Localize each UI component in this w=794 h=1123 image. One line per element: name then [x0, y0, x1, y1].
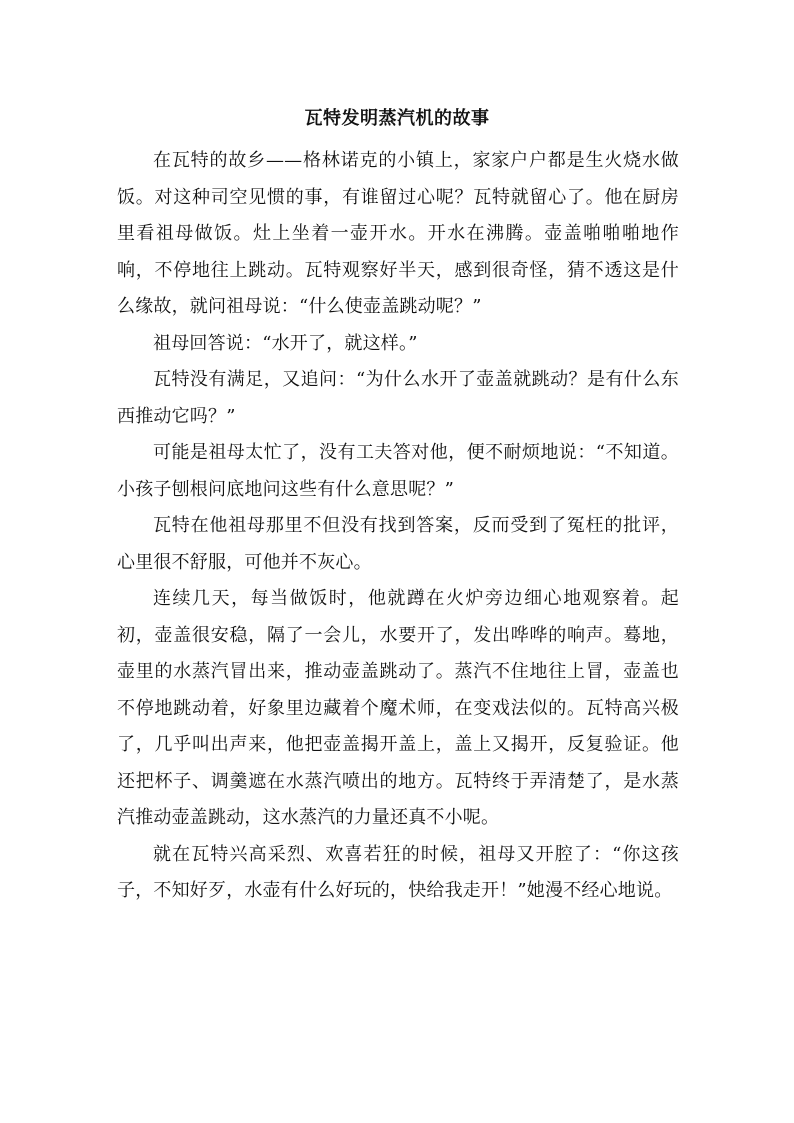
- paragraph: 祖母回答说：“水开了，就这样。”: [153, 332, 418, 354]
- document-title: 瓦特发明蒸汽机的故事: [304, 108, 490, 129]
- paragraph: 瓦特在他祖母那里不但没有找到答案，反而受到了冤枉的批评，心里很不舒服，可他并不灰心。: [117, 515, 679, 573]
- document-body: [117, 143, 679, 910]
- paragraph: 连续几天，每当做饭时，他就蹲在火炉旁边细心地观察着。起初，壶盖很安稳，隔了一会儿，水要开了，发出哗哗的响声。蓦地，壶里的水蒸汽冒出来，推动壶盖跳动了。蒸汽不住地往上冒，壶盖也不停地跳动着，好象里边藏着个魔术师，在变戏法似的。瓦特高兴极了，几乎叫出声来，他把壶盖揭开盖上，盖上又揭开，反复验证。他还把杯子、调羹遮在水蒸汽喷出的地方。瓦特终于弄清楚了，是水蒸汽推动壶盖跳动，这水蒸汽的力量还真不小呢。: [117, 588, 679, 828]
- paragraph: 瓦特没有满足，又追问：“为什么水开了壶盖就跳动？是有什么东西推动它吗？”: [117, 369, 679, 427]
- paragraph: 就在瓦特兴高采烈、欢喜若狂的时候，祖母又开腔了：“你这孩子，不知好歹，水壶有什么好玩的，快给我走开！”她漫不经心地说。: [117, 843, 679, 901]
- paragraph: 可能是祖母太忙了，没有工夫答对他，便不耐烦地说：“不知道。小孩子刨根问底地问这些有什么意思呢？”: [117, 442, 679, 500]
- paragraph: 在瓦特的故乡——格林诺克的小镇上，家家户户都是生火烧水做饭。对这种司空见惯的事，有谁留过心呢？瓦特就留心了。他在厨房里看祖母做饭。灶上坐着一壶开水。开水在沸腾。壶盖啪啪啪地作响，不停地往上跳动。瓦特观察好半天，感到很奇怪，猜不透这是什么缘故，就问祖母说：“什么使壶盖跳动呢？”: [117, 150, 679, 317]
